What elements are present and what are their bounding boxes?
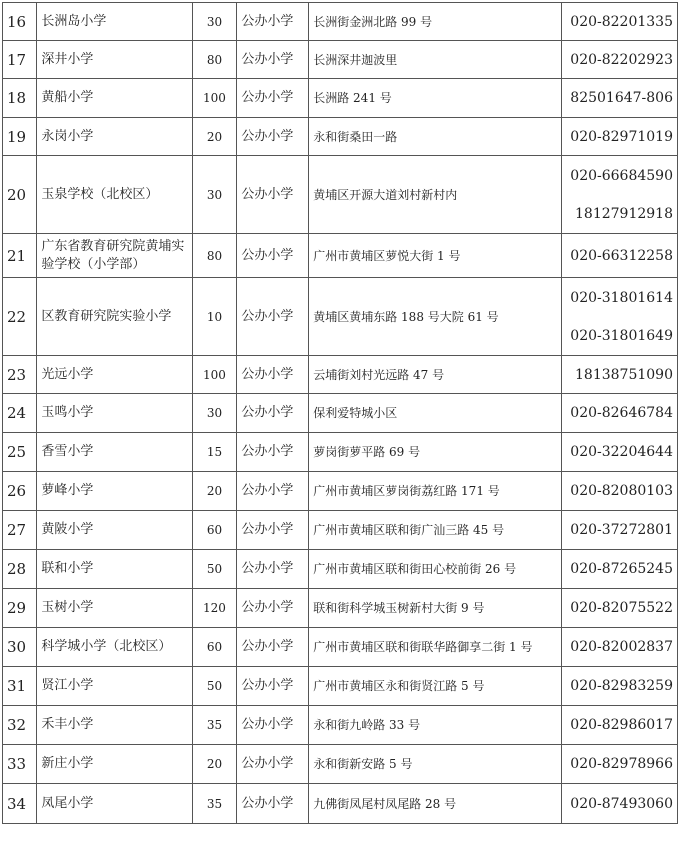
phone-cell (562, 472, 678, 511)
phone-cell (562, 79, 678, 118)
table-row (3, 745, 678, 784)
row-number-cell: 22 (3, 278, 37, 356)
phone-number: 020-82201335 (570, 13, 673, 30)
phone-number: 020-37272801 (570, 522, 673, 538)
table-row (3, 278, 678, 356)
school-name-cell: 贤江小学 (37, 667, 192, 706)
enrollment-count-cell: 20 (192, 118, 237, 156)
enrollment-count-cell: 80 (192, 41, 237, 79)
row-number-cell: 16 (3, 3, 37, 41)
phone-number: 020-82986017 (570, 717, 673, 733)
phone-number: 020-82080103 (570, 483, 673, 499)
school-type-cell: 公办小学 (237, 394, 309, 433)
school-type-cell: 公办小学 (237, 745, 309, 784)
enrollment-count-cell: 10 (192, 278, 237, 356)
enrollment-count-cell: 15 (192, 433, 237, 472)
row-number-cell: 23 (3, 356, 37, 394)
table-row (3, 784, 678, 824)
table-row (3, 589, 678, 628)
row-number-cell: 17 (3, 41, 37, 79)
phone-number: 18127912918 (575, 205, 673, 222)
enrollment-count-cell: 120 (192, 589, 237, 628)
school-type-cell: 公办小学 (237, 628, 309, 667)
school-name-cell: 萝峰小学 (37, 472, 192, 511)
address-cell: 联和街科学城玉树新村大街 9 号 (309, 589, 562, 628)
phone-number: 020-66684590 (570, 167, 673, 184)
row-number-cell: 28 (3, 550, 37, 589)
phone-number: 82501647-806 (570, 90, 673, 106)
table-row (3, 234, 678, 278)
phone-cell (562, 550, 678, 589)
school-name-cell: 香雪小学 (37, 433, 192, 472)
address-cell: 广州市黄埔区萝岗街荔红路 171 号 (309, 472, 562, 511)
address-cell: 长洲路 241 号 (309, 79, 562, 118)
school-name-cell: 深井小学 (37, 41, 192, 79)
enrollment-count-cell: 20 (192, 472, 237, 511)
school-name-cell: 光远小学 (37, 356, 192, 394)
address-cell: 长洲深井迦波里 (309, 41, 562, 79)
enrollment-count-cell: 20 (192, 745, 237, 784)
enrollment-count-cell: 60 (192, 628, 237, 667)
school-type-cell: 公办小学 (237, 156, 309, 234)
school-type-cell: 公办小学 (237, 550, 309, 589)
school-name-cell: 玉泉学校（北校区） (37, 156, 192, 234)
table-row (3, 41, 678, 79)
phone-number: 020-31801614 (570, 289, 673, 306)
phone-number: 020-87493060 (570, 795, 673, 812)
row-number-cell: 26 (3, 472, 37, 511)
school-type-cell: 公办小学 (237, 472, 309, 511)
school-name-cell: 新庄小学 (37, 745, 192, 784)
address-cell: 长洲街金洲北路 99 号 (309, 3, 562, 41)
school-type-cell: 公办小学 (237, 41, 309, 79)
address-cell: 萝岗街萝平路 69 号 (309, 433, 562, 472)
school-name-cell: 长洲岛小学 (37, 3, 192, 41)
phone-number: 020-82075522 (570, 600, 673, 616)
row-number-cell: 19 (3, 118, 37, 156)
phone-cell (562, 784, 678, 824)
row-number-cell: 27 (3, 511, 37, 550)
address-cell: 广州市黄埔区联和街田心校前街 26 号 (309, 550, 562, 589)
school-type-cell: 公办小学 (237, 433, 309, 472)
address-cell: 黄埔区开源大道刘村新村内 (309, 156, 562, 234)
phone-cell (562, 118, 678, 156)
school-type-cell: 公办小学 (237, 118, 309, 156)
phone-number: 020-82983259 (570, 678, 673, 694)
phone-cell (562, 278, 678, 356)
school-table-body (3, 3, 678, 824)
enrollment-count-cell: 100 (192, 79, 237, 118)
phone-cell (562, 628, 678, 667)
address-cell: 广州市黄埔区联和街联华路御享二街 1 号 (309, 628, 562, 667)
row-number-cell: 33 (3, 745, 37, 784)
school-name-cell: 区教育研究院实验小学 (37, 278, 192, 356)
row-number-cell: 24 (3, 394, 37, 433)
table-row (3, 356, 678, 394)
school-name-cell: 玉鸣小学 (37, 394, 192, 433)
table-row (3, 156, 678, 234)
table-row (3, 706, 678, 745)
phone-cell (562, 156, 678, 234)
row-number-cell: 29 (3, 589, 37, 628)
phone-cell (562, 433, 678, 472)
row-number-cell: 20 (3, 156, 37, 234)
phone-number: 020-87265245 (570, 561, 673, 577)
enrollment-count-cell: 50 (192, 667, 237, 706)
school-type-cell: 公办小学 (237, 706, 309, 745)
enrollment-count-cell: 30 (192, 156, 237, 234)
phone-number: 020-82202923 (570, 51, 673, 68)
table-row (3, 79, 678, 118)
phone-cell (562, 3, 678, 41)
school-type-cell: 公办小学 (237, 784, 309, 824)
school-type-cell: 公办小学 (237, 667, 309, 706)
table-row (3, 472, 678, 511)
table-row (3, 118, 678, 156)
school-type-cell: 公办小学 (237, 356, 309, 394)
school-table (2, 2, 678, 824)
address-cell: 黄埔区黄埔东路 188 号大院 61 号 (309, 278, 562, 356)
school-name-cell: 黄陂小学 (37, 511, 192, 550)
table-row (3, 667, 678, 706)
phone-cell (562, 356, 678, 394)
address-cell: 保利爱特城小区 (309, 394, 562, 433)
phone-cell (562, 745, 678, 784)
address-cell: 永和街新安路 5 号 (309, 745, 562, 784)
row-number-cell: 32 (3, 706, 37, 745)
school-type-cell: 公办小学 (237, 234, 309, 278)
phone-cell (562, 589, 678, 628)
school-type-cell: 公办小学 (237, 589, 309, 628)
table-row (3, 550, 678, 589)
school-name-cell: 玉树小学 (37, 589, 192, 628)
enrollment-count-cell: 50 (192, 550, 237, 589)
school-name-cell: 禾丰小学 (37, 706, 192, 745)
phone-cell (562, 234, 678, 278)
enrollment-count-cell: 35 (192, 706, 237, 745)
table-row (3, 3, 678, 41)
phone-cell (562, 511, 678, 550)
row-number-cell: 34 (3, 784, 37, 824)
table-row (3, 511, 678, 550)
table-row (3, 433, 678, 472)
phone-number: 020-82646784 (570, 405, 673, 421)
address-cell: 广州市黄埔区萝悦大街 1 号 (309, 234, 562, 278)
school-name-cell: 凤尾小学 (37, 784, 192, 824)
table-row (3, 394, 678, 433)
row-number-cell: 18 (3, 79, 37, 118)
address-cell: 九佛街凤尾村凤尾路 28 号 (309, 784, 562, 824)
school-type-cell: 公办小学 (237, 3, 309, 41)
address-cell: 广州市黄埔区联和街广汕三路 45 号 (309, 511, 562, 550)
phone-number: 020-31801649 (570, 327, 673, 344)
phone-number: 020-32204644 (570, 444, 673, 460)
row-number-cell: 30 (3, 628, 37, 667)
table-row (3, 628, 678, 667)
phone-cell (562, 706, 678, 745)
phone-cell (562, 41, 678, 79)
phone-cell (562, 394, 678, 433)
school-type-cell: 公办小学 (237, 278, 309, 356)
school-name-cell: 科学城小学（北校区） (37, 628, 192, 667)
school-type-cell: 公办小学 (237, 79, 309, 118)
phone-number: 020-82978966 (570, 756, 673, 772)
row-number-cell: 25 (3, 433, 37, 472)
phone-number: 020-66312258 (570, 247, 673, 264)
enrollment-count-cell: 30 (192, 3, 237, 41)
enrollment-count-cell: 60 (192, 511, 237, 550)
address-cell: 永和街九岭路 33 号 (309, 706, 562, 745)
school-name-cell: 广东省教育研究院黄埔实验学校（小学部） (37, 234, 192, 278)
school-name-cell: 永岗小学 (37, 118, 192, 156)
row-number-cell: 31 (3, 667, 37, 706)
phone-number: 020-82971019 (570, 128, 673, 145)
school-name-cell: 联和小学 (37, 550, 192, 589)
address-cell: 云埔街刘村光远路 47 号 (309, 356, 562, 394)
phone-number: 18138751090 (575, 366, 673, 383)
phone-cell (562, 667, 678, 706)
address-cell: 广州市黄埔区永和街贤江路 5 号 (309, 667, 562, 706)
school-type-cell: 公办小学 (237, 511, 309, 550)
phone-number: 020-82002837 (570, 639, 673, 655)
enrollment-count-cell: 80 (192, 234, 237, 278)
enrollment-count-cell: 35 (192, 784, 237, 824)
school-name-cell: 黄船小学 (37, 79, 192, 118)
enrollment-count-cell: 100 (192, 356, 237, 394)
enrollment-count-cell: 30 (192, 394, 237, 433)
row-number-cell: 21 (3, 234, 37, 278)
address-cell: 永和街桑田一路 (309, 118, 562, 156)
